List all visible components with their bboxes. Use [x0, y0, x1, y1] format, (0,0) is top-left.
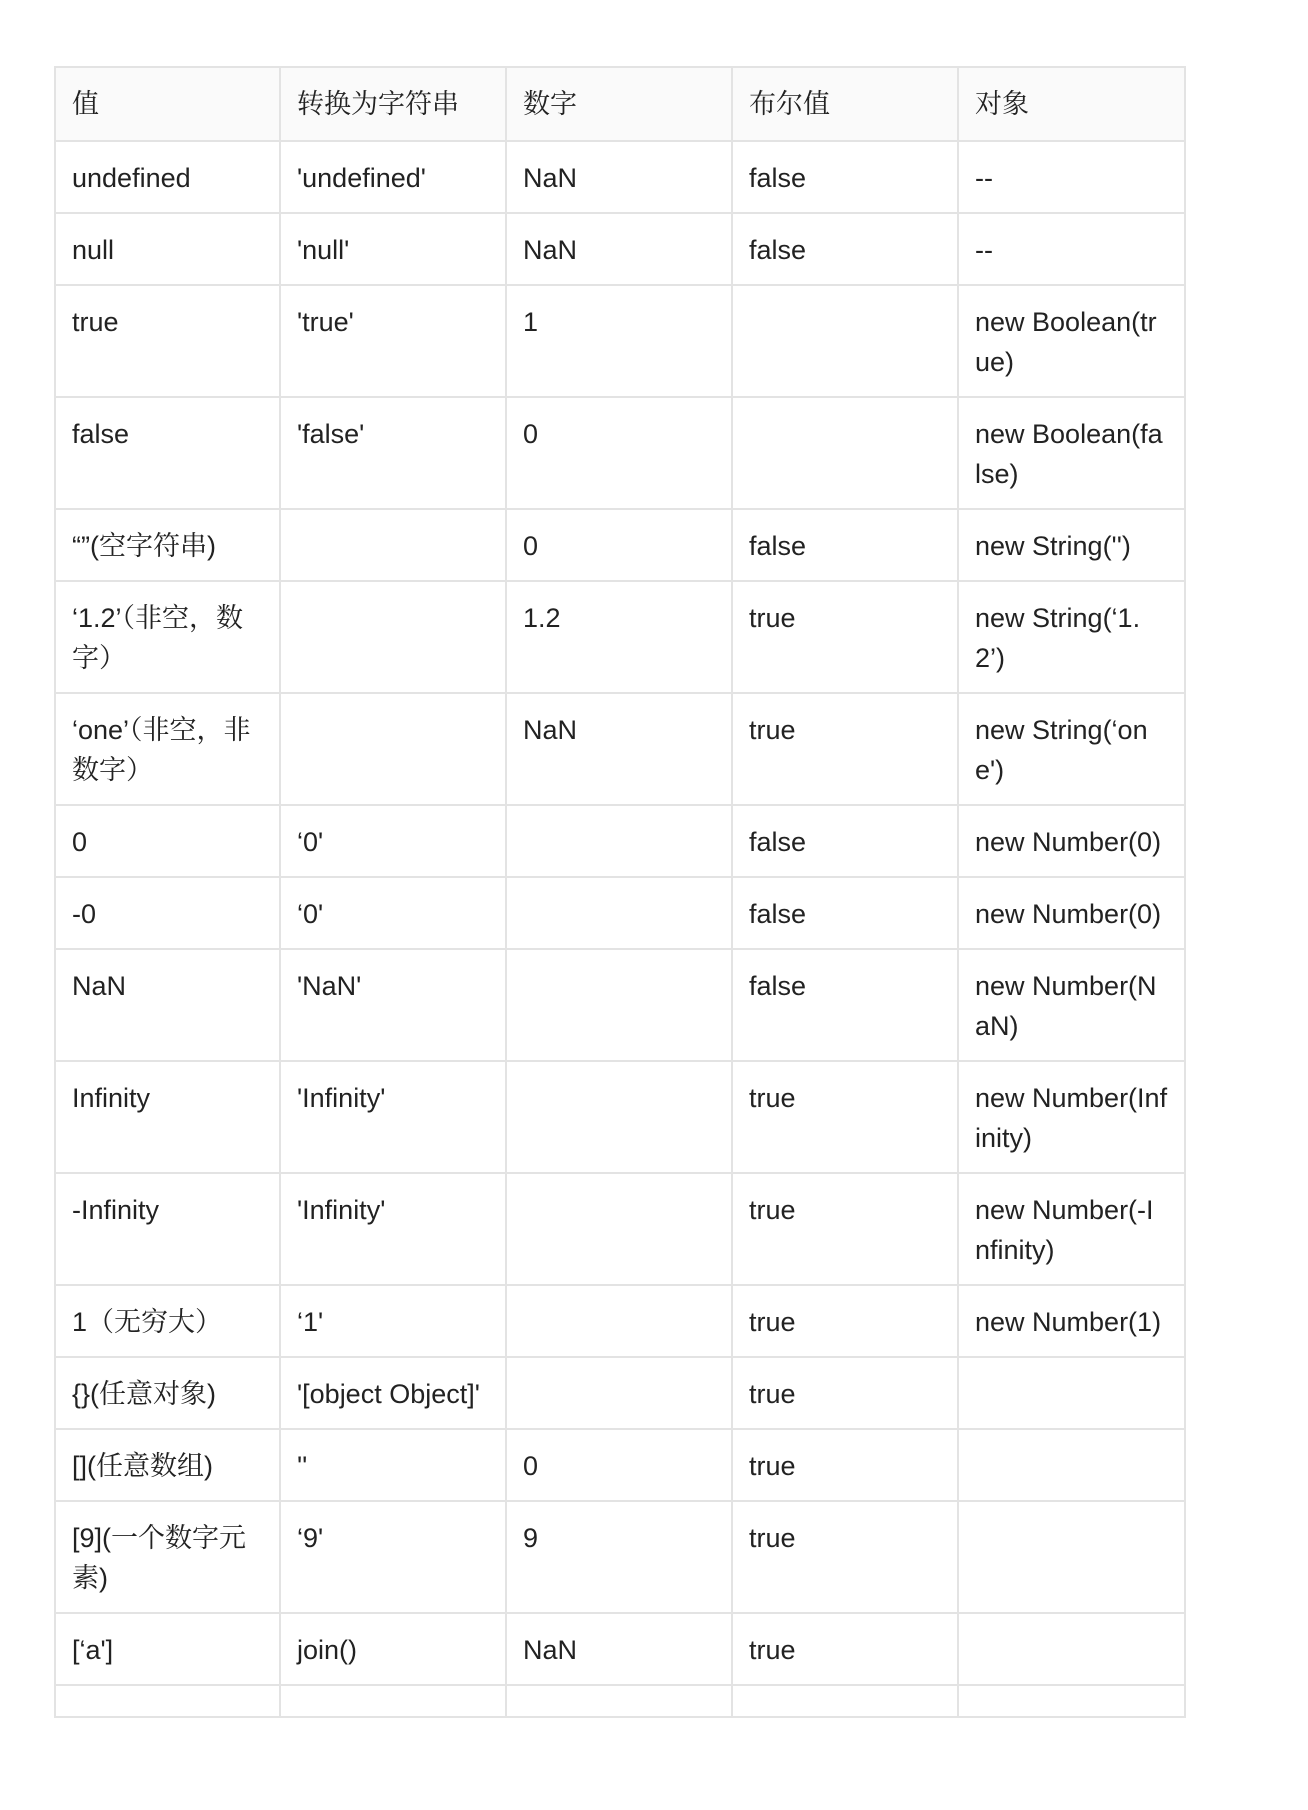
cell-boolean: true	[732, 1613, 958, 1685]
cell-number	[506, 1285, 732, 1357]
table-row	[55, 1173, 1185, 1285]
table-body	[55, 141, 1185, 1717]
cell-number: 0	[506, 509, 732, 581]
table-row	[55, 397, 1185, 509]
cell-boolean: false	[732, 509, 958, 581]
table-row	[55, 1357, 1185, 1429]
cell-boolean: false	[732, 877, 958, 949]
cell-to-string: 'false'	[280, 397, 506, 509]
cell-number: NaN	[506, 213, 732, 285]
cell-to-string: ‘1'	[280, 1285, 506, 1357]
cell-value: NaN	[55, 949, 280, 1061]
table-row	[55, 949, 1185, 1061]
cell-to-string: '[object Object]'	[280, 1357, 506, 1429]
cell-object	[958, 1429, 1185, 1501]
table-row	[55, 285, 1185, 397]
cell-object: new Boolean(false)	[958, 397, 1185, 509]
cell-value: [9](一个数字元素)	[55, 1501, 280, 1613]
cell-to-string: 'null'	[280, 213, 506, 285]
cell-value: 0	[55, 805, 280, 877]
cell-value: 1（无穷大）	[55, 1285, 280, 1357]
cell-boolean: false	[732, 213, 958, 285]
cell-number	[506, 805, 732, 877]
header-boolean: 布尔值	[732, 67, 958, 141]
cell-value: ‘one’（非空，非数字）	[55, 693, 280, 805]
cell-boolean: true	[732, 1429, 958, 1501]
cell-boolean	[732, 285, 958, 397]
cell-number: NaN	[506, 1613, 732, 1685]
table-row	[55, 693, 1185, 805]
cell-number: 1.2	[506, 581, 732, 693]
cell-object	[958, 1685, 1185, 1717]
cell-to-string: 'Infinity'	[280, 1173, 506, 1285]
cell-object: --	[958, 213, 1185, 285]
table-row	[55, 1685, 1185, 1717]
cell-to-string: ''	[280, 1429, 506, 1501]
cell-value: “”(空字符串)	[55, 509, 280, 581]
table-row	[55, 1613, 1185, 1685]
table-row	[55, 1429, 1185, 1501]
cell-value: -Infinity	[55, 1173, 280, 1285]
cell-number	[506, 1685, 732, 1717]
table-row	[55, 581, 1185, 693]
cell-object: new Number(NaN)	[958, 949, 1185, 1061]
cell-number: NaN	[506, 693, 732, 805]
cell-boolean: true	[732, 1501, 958, 1613]
cell-number	[506, 949, 732, 1061]
cell-boolean: false	[732, 949, 958, 1061]
table-row	[55, 1285, 1185, 1357]
cell-to-string: ‘9'	[280, 1501, 506, 1613]
cell-object: --	[958, 141, 1185, 213]
cell-boolean	[732, 397, 958, 509]
cell-value: Infinity	[55, 1061, 280, 1173]
cell-number	[506, 877, 732, 949]
cell-boolean: true	[732, 1285, 958, 1357]
cell-object	[958, 1357, 1185, 1429]
cell-number: 9	[506, 1501, 732, 1613]
cell-boolean: true	[732, 1357, 958, 1429]
table-row	[55, 1061, 1185, 1173]
table-row	[55, 1501, 1185, 1613]
cell-value: true	[55, 285, 280, 397]
header-value: 值	[55, 67, 280, 141]
cell-value: -0	[55, 877, 280, 949]
cell-value: undefined	[55, 141, 280, 213]
cell-boolean	[732, 1685, 958, 1717]
header-number: 数字	[506, 67, 732, 141]
cell-object: new Number(Infinity)	[958, 1061, 1185, 1173]
cell-number	[506, 1173, 732, 1285]
cell-to-string	[280, 1685, 506, 1717]
cell-number: 0	[506, 1429, 732, 1501]
cell-object: new Number(0)	[958, 877, 1185, 949]
cell-number: 0	[506, 397, 732, 509]
cell-object: new Number(-Infinity)	[958, 1173, 1185, 1285]
header-row	[55, 67, 1185, 141]
cell-to-string: ‘0'	[280, 805, 506, 877]
cell-object: new Boolean(true)	[958, 285, 1185, 397]
header-object: 对象	[958, 67, 1185, 141]
cell-object	[958, 1501, 1185, 1613]
cell-object	[958, 1613, 1185, 1685]
table-header	[55, 67, 1185, 141]
cell-value: ‘1.2’（非空，数字）	[55, 581, 280, 693]
cell-boolean: true	[732, 693, 958, 805]
cell-boolean: true	[732, 1173, 958, 1285]
cell-to-string: 'Infinity'	[280, 1061, 506, 1173]
cell-value: false	[55, 397, 280, 509]
cell-object: new Number(0)	[958, 805, 1185, 877]
cell-value: null	[55, 213, 280, 285]
cell-object: new Number(1)	[958, 1285, 1185, 1357]
cell-number	[506, 1061, 732, 1173]
cell-to-string	[280, 581, 506, 693]
table-row	[55, 213, 1185, 285]
cell-value	[55, 1685, 280, 1717]
cell-to-string: ‘0'	[280, 877, 506, 949]
cell-value: {}(任意对象)	[55, 1357, 280, 1429]
cell-boolean: false	[732, 141, 958, 213]
cell-number	[506, 1357, 732, 1429]
cell-object: new String(‘1.2’)	[958, 581, 1185, 693]
cell-boolean: false	[732, 805, 958, 877]
cell-value: [](任意数组)	[55, 1429, 280, 1501]
cell-boolean: true	[732, 581, 958, 693]
cell-value: [‘a']	[55, 1613, 280, 1685]
cell-object: new String('')	[958, 509, 1185, 581]
cell-to-string	[280, 509, 506, 581]
table-row	[55, 141, 1185, 213]
cell-number: 1	[506, 285, 732, 397]
table-row	[55, 509, 1185, 581]
cell-number: NaN	[506, 141, 732, 213]
cell-object: new String(‘one')	[958, 693, 1185, 805]
header-to-string: 转换为字符串	[280, 67, 506, 141]
table-row	[55, 877, 1185, 949]
cell-boolean: true	[732, 1061, 958, 1173]
conversion-table-container	[54, 66, 1186, 1718]
cell-to-string: 'NaN'	[280, 949, 506, 1061]
cell-to-string: 'true'	[280, 285, 506, 397]
type-conversion-table	[54, 66, 1186, 1718]
cell-to-string: 'undefined'	[280, 141, 506, 213]
table-row	[55, 805, 1185, 877]
cell-to-string: join()	[280, 1613, 506, 1685]
cell-to-string	[280, 693, 506, 805]
